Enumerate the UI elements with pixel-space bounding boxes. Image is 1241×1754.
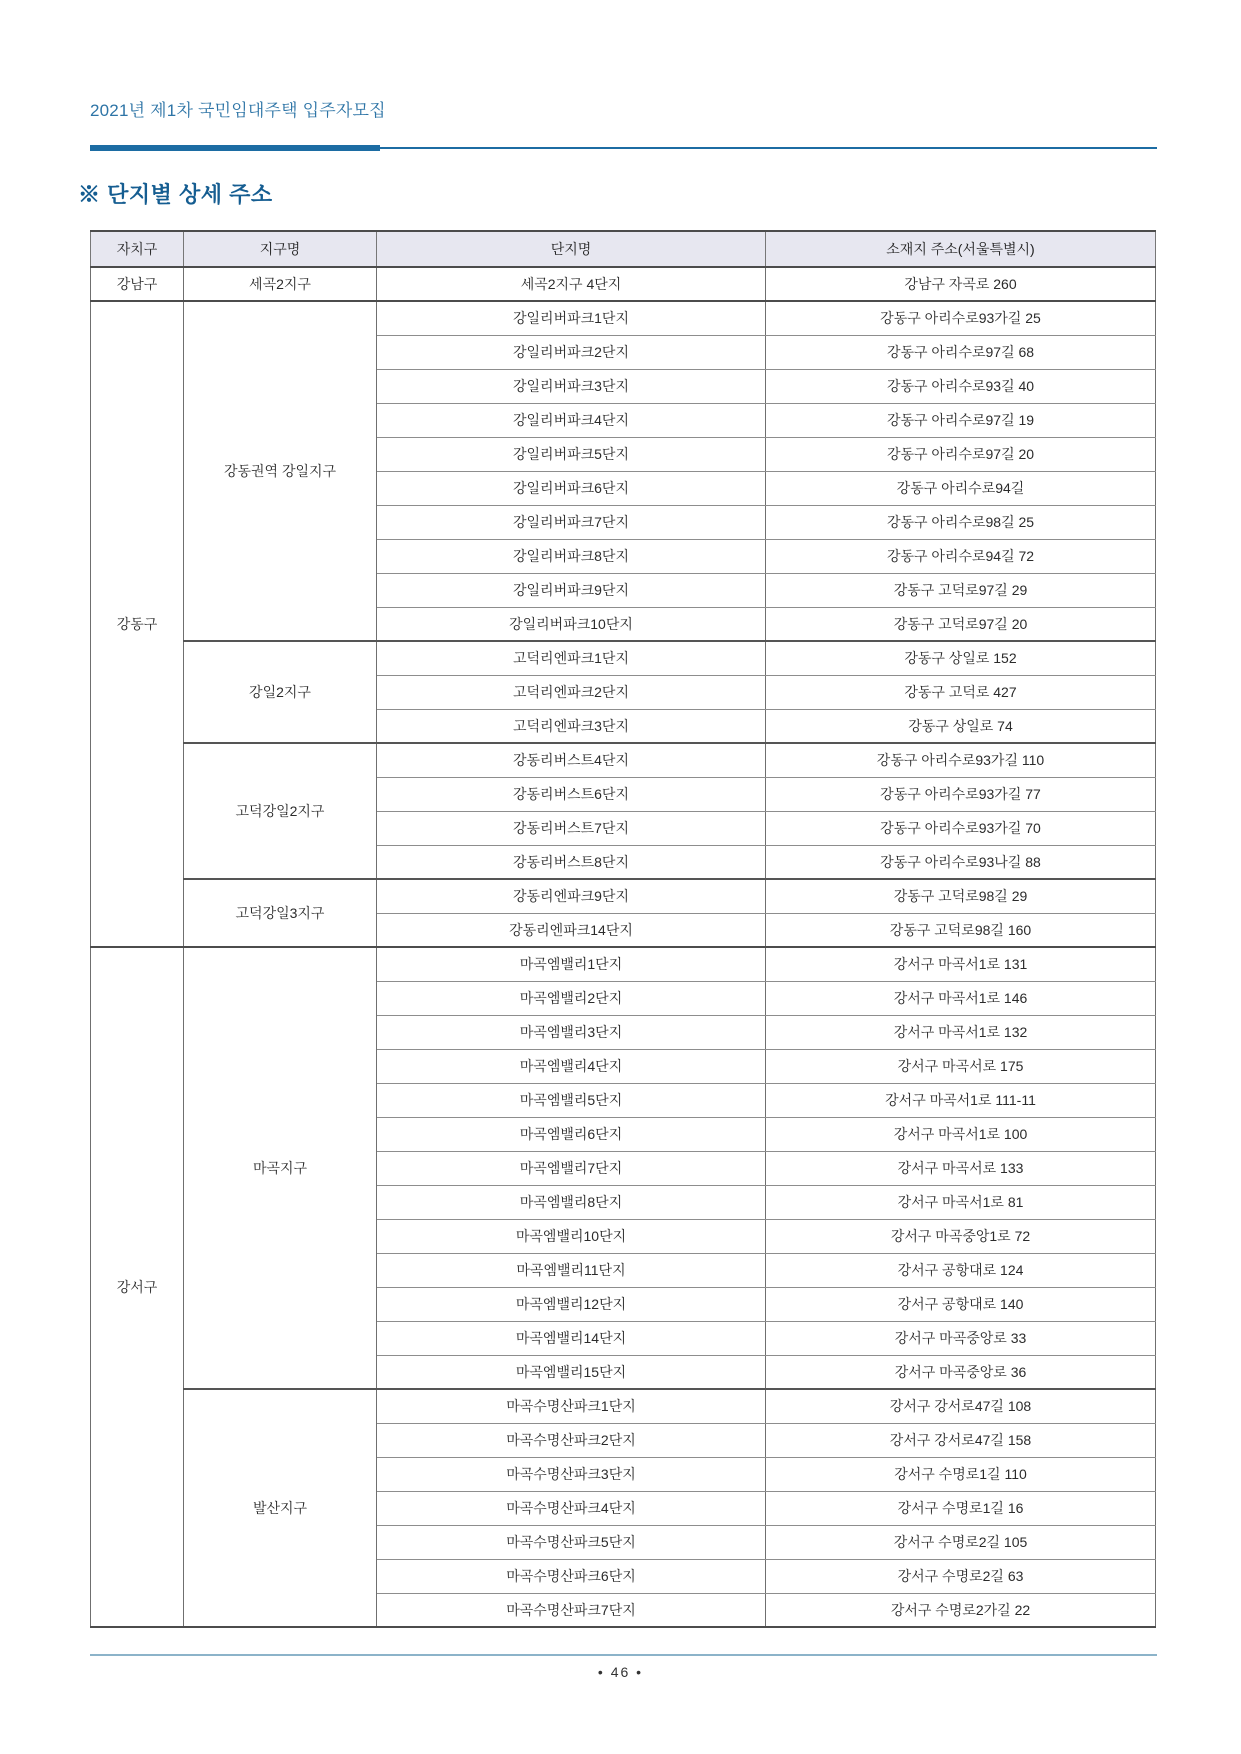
complex-cell: 마곡엠밸리4단지: [377, 1049, 766, 1083]
complex-cell: 고덕리엔파크1단지: [377, 641, 766, 675]
address-cell: 강동구 아리수로94길 72: [766, 539, 1156, 573]
complex-cell: 강일리버파크2단지: [377, 335, 766, 369]
complex-cell: 강동리버스트8단지: [377, 845, 766, 879]
address-cell: 강서구 수명로2길 105: [766, 1525, 1156, 1559]
complex-cell: 강동리버스트4단지: [377, 743, 766, 777]
complex-cell: 마곡수명산파크5단지: [377, 1525, 766, 1559]
complex-cell: 강동리버스트7단지: [377, 811, 766, 845]
column-header-1: 지구명: [184, 231, 377, 267]
address-cell: 강동구 아리수로94길: [766, 471, 1156, 505]
address-cell: 강서구 공항대로 140: [766, 1287, 1156, 1321]
zone-cell: 세곡2지구: [184, 267, 377, 301]
table-row: [91, 947, 1156, 981]
address-cell: 강서구 마곡중앙로 33: [766, 1321, 1156, 1355]
address-cell: 강서구 마곡서1로 131: [766, 947, 1156, 981]
complex-cell: 강일리버파크6단지: [377, 471, 766, 505]
address-cell: 강남구 자곡로 260: [766, 267, 1156, 301]
address-cell: 강동구 아리수로93가길 70: [766, 811, 1156, 845]
complex-cell: 마곡엠밸리14단지: [377, 1321, 766, 1355]
column-header-3: 소재지 주소(서울특별시): [766, 231, 1156, 267]
complex-cell: 강동리버스트6단지: [377, 777, 766, 811]
address-cell: 강서구 마곡중앙로 36: [766, 1355, 1156, 1389]
table-row: [91, 641, 1156, 675]
address-cell: 강서구 강서로47길 108: [766, 1389, 1156, 1423]
complex-cell: 마곡수명산파크3단지: [377, 1457, 766, 1491]
address-cell: 강서구 마곡서1로 132: [766, 1015, 1156, 1049]
complex-cell: 마곡엠밸리12단지: [377, 1287, 766, 1321]
complex-cell: 고덕리엔파크2단지: [377, 675, 766, 709]
complex-cell: 마곡수명산파크2단지: [377, 1423, 766, 1457]
address-cell: 강동구 고덕로98길 160: [766, 913, 1156, 947]
address-cell: 강서구 마곡서로 133: [766, 1151, 1156, 1185]
address-cell: 강서구 공항대로 124: [766, 1253, 1156, 1287]
complex-cell: 강일리버파크10단지: [377, 607, 766, 641]
address-cell: 강동구 아리수로93길 40: [766, 369, 1156, 403]
complex-cell: 마곡엠밸리5단지: [377, 1083, 766, 1117]
table-row: [91, 743, 1156, 777]
address-cell: 강서구 마곡서로 175: [766, 1049, 1156, 1083]
address-cell: 강서구 마곡중앙1로 72: [766, 1219, 1156, 1253]
complex-cell: 강일리버파크3단지: [377, 369, 766, 403]
complex-cell: 마곡엠밸리2단지: [377, 981, 766, 1015]
district-cell: 강남구: [91, 267, 184, 301]
address-cell: 강동구 아리수로93가길 25: [766, 301, 1156, 335]
complex-cell: 세곡2지구 4단지: [377, 267, 766, 301]
complex-cell: 마곡엠밸리1단지: [377, 947, 766, 981]
complex-cell: 강일리버파크5단지: [377, 437, 766, 471]
complex-cell: 마곡엠밸리8단지: [377, 1185, 766, 1219]
complex-cell: 강일리버파크8단지: [377, 539, 766, 573]
address-cell: 강서구 마곡서1로 100: [766, 1117, 1156, 1151]
address-cell: 강동구 고덕로 427: [766, 675, 1156, 709]
address-cell: 강동구 아리수로93가길 110: [766, 743, 1156, 777]
complex-cell: 강동리엔파크14단지: [377, 913, 766, 947]
footer-rule: [90, 1654, 1157, 1656]
complex-cell: 마곡수명산파크7단지: [377, 1593, 766, 1627]
complex-cell: 마곡엠밸리15단지: [377, 1355, 766, 1389]
address-cell: 강동구 고덕로97길 20: [766, 607, 1156, 641]
column-header-0: 자치구: [91, 231, 184, 267]
address-cell: 강서구 수명로1길 110: [766, 1457, 1156, 1491]
complex-cell: 마곡엠밸리6단지: [377, 1117, 766, 1151]
complex-cell: 마곡수명산파크1단지: [377, 1389, 766, 1423]
zone-cell: 발산지구: [184, 1389, 377, 1627]
zone-cell: 마곡지구: [184, 947, 377, 1389]
address-cell: 강서구 마곡서1로 146: [766, 981, 1156, 1015]
header-rule-thin: [380, 147, 1157, 149]
address-cell: 강서구 수명로2가길 22: [766, 1593, 1156, 1627]
complex-cell: 고덕리엔파크3단지: [377, 709, 766, 743]
zone-cell: 강일2지구: [184, 641, 377, 743]
table-row: [91, 267, 1156, 301]
column-header-2: 단지명: [377, 231, 766, 267]
complex-cell: 강동리엔파크9단지: [377, 879, 766, 913]
district-cell: 강동구: [91, 301, 184, 947]
address-cell: 강동구 상일로 74: [766, 709, 1156, 743]
zone-cell: 강동권역 강일지구: [184, 301, 377, 641]
district-cell: 강서구: [91, 947, 184, 1627]
address-cell: 강동구 아리수로97길 20: [766, 437, 1156, 471]
complex-address-table: [90, 230, 1156, 1628]
complex-cell: 강일리버파크7단지: [377, 505, 766, 539]
header-rule-thick: [90, 145, 380, 151]
complex-cell: 마곡수명산파크6단지: [377, 1559, 766, 1593]
address-cell: 강동구 아리수로97길 68: [766, 335, 1156, 369]
table-row: [91, 301, 1156, 335]
address-cell: 강서구 강서로47길 158: [766, 1423, 1156, 1457]
address-cell: 강동구 상일로 152: [766, 641, 1156, 675]
table-head: [91, 231, 1156, 267]
section-title: ※ 단지별 상세 주소: [78, 182, 273, 207]
complex-cell: 강일리버파크9단지: [377, 573, 766, 607]
zone-cell: 고덕강일3지구: [184, 879, 377, 947]
address-cell: 강서구 마곡서1로 81: [766, 1185, 1156, 1219]
complex-cell: 강일리버파크1단지: [377, 301, 766, 335]
address-cell: 강서구 수명로1길 16: [766, 1491, 1156, 1525]
complex-cell: 마곡엠밸리11단지: [377, 1253, 766, 1287]
table-header-row: [91, 231, 1156, 267]
page-number: • 46 •: [597, 1664, 644, 1680]
address-cell: 강동구 아리수로93나길 88: [766, 845, 1156, 879]
table-row: [91, 1389, 1156, 1423]
table-row: [91, 879, 1156, 913]
complex-cell: 마곡엠밸리3단지: [377, 1015, 766, 1049]
table-body: [91, 267, 1156, 1627]
address-cell: 강동구 고덕로98길 29: [766, 879, 1156, 913]
zone-cell: 고덕강일2지구: [184, 743, 377, 879]
complex-cell: 마곡수명산파크4단지: [377, 1491, 766, 1525]
complex-cell: 마곡엠밸리10단지: [377, 1219, 766, 1253]
address-cell: 강동구 아리수로97길 19: [766, 403, 1156, 437]
address-cell: 강서구 수명로2길 63: [766, 1559, 1156, 1593]
address-cell: 강동구 고덕로97길 29: [766, 573, 1156, 607]
complex-cell: 강일리버파크4단지: [377, 403, 766, 437]
document-header-title: 2021년 제1차 국민임대주택 입주자모집: [90, 101, 386, 120]
complex-cell: 마곡엠밸리7단지: [377, 1151, 766, 1185]
address-cell: 강서구 마곡서1로 111-11: [766, 1083, 1156, 1117]
address-cell: 강동구 아리수로98길 25: [766, 505, 1156, 539]
address-cell: 강동구 아리수로93가길 77: [766, 777, 1156, 811]
